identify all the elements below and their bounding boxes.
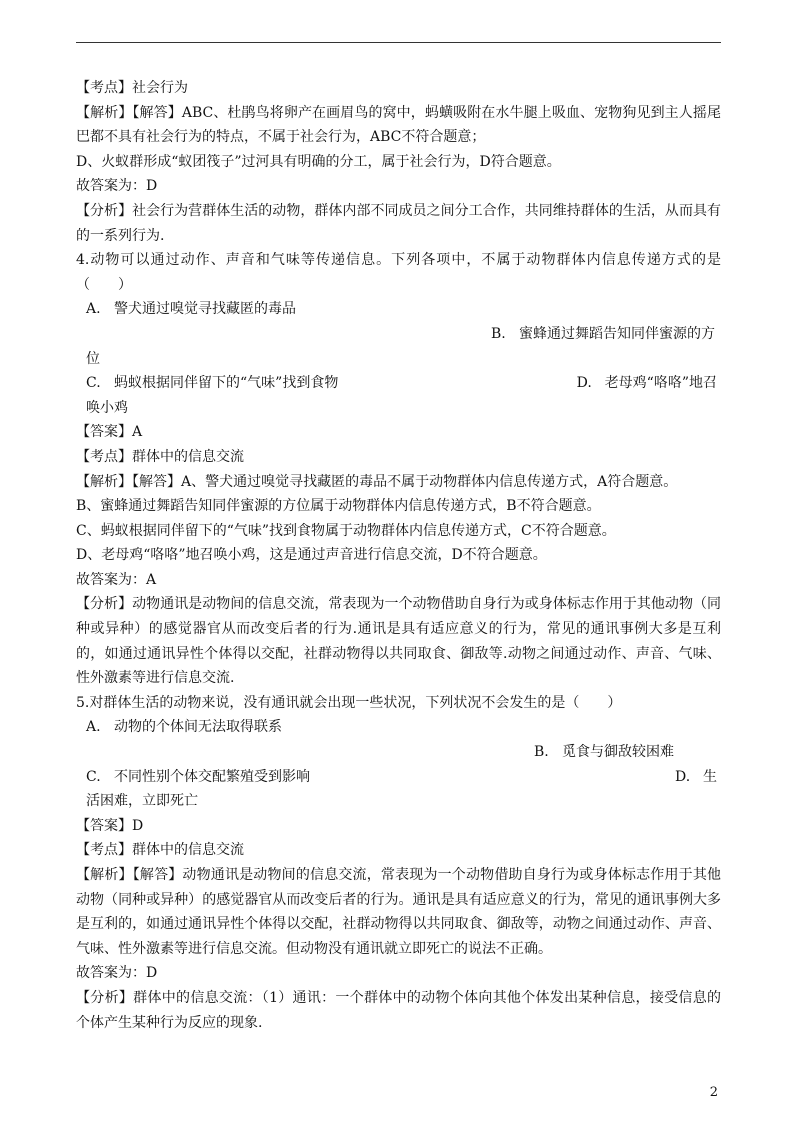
question-4-stem: 4.动物可以通过动作、声音和气味等传递信息。下列各项中，不属于动物群体内信息传递方式的是（ ） <box>76 252 721 293</box>
option-letter: D. <box>576 375 592 392</box>
analysis-paragraph: 【分析】动物通讯是动物间的信息交流，常表现为一个动物借助自身行为或身体标志作用于其他动物（同种或异种）的感觉器官从而改变后者的行为.通讯是具有适应意义的行为，常见的通讯事例大多是互利的，如通过通讯异性个体得以交配，社群动物得以共同取食、御敌等.动物之间通过动作、声音、气味、性外激素等进行信息交流. <box>76 596 721 687</box>
q4-option-b-continued: 位 <box>86 350 100 367</box>
analysis-paragraph: 【分析】社会行为营群体生活的动物，群体内部不同成员之间分工合作，共同维持群体的生活，从而具有的一系列行为. <box>76 202 721 244</box>
answer-line: 【答案】D <box>76 817 144 834</box>
analysis-paragraph: 【解析】【解答】动物通讯是动物间的信息交流，常表现为一个动物借助自身行为或身体标志作用于其他动物（同种或异种）的感觉器官从而改变后者的行为。通讯是具有适应意义的行为，常见的通讯事例大多是互利的，如通过通讯异性个体得以交配，社群动物得以共同取食、御敌等，动物之间通过动作、声音、气味、性外激素等进行信息交流。但动物没有通讯就立即死亡的说法不正确。 <box>76 867 721 957</box>
answer-line: 故答案为：D <box>76 178 158 195</box>
option-text: 警犬通过嗅觉寻找藏匿的毒品 <box>114 301 296 318</box>
page-number: 2 <box>709 1085 718 1100</box>
analysis-paragraph: 【解析】【解答】A、警犬通过嗅觉寻找藏匿的毒品不属于动物群体内信息传递方式，A符合题意。 <box>76 473 678 490</box>
analysis-paragraph: 【解析】【解答】ABC、杜鹃鸟将卵产在画眉鸟的窝中，蚂蟥吸附在水牛腿上吸血、宠物狗见到主人摇尾巴都不具有社会行为的特点，不属于社会行为，ABC不符合题意； <box>76 104 721 146</box>
analysis-paragraph: 【分析】群体中的信息交流：（1）通讯：一个群体中的动物个体向其他个体发出某种信息，接受信息的个体产生某种行为反应的现象. <box>76 989 721 1031</box>
option-text: 觅食与御敌较困难 <box>562 744 674 761</box>
page-content <box>76 76 721 1035</box>
q4-option-d-continued: 唤小鸡 <box>86 399 128 416</box>
option-letter: B. <box>534 744 549 761</box>
option-text: 蚂蚁根据同伴留下的“气味”找到食物 <box>114 375 339 392</box>
option-text: 老母鸡“咯咯”地召 <box>604 375 717 392</box>
option-letter: C. <box>86 375 101 392</box>
answer-line: 故答案为：A <box>76 571 157 588</box>
answer-line: 【答案】A <box>76 424 143 441</box>
option-text: 动物的个体间无法取得联系 <box>114 719 282 736</box>
q4-option-a <box>76 297 721 322</box>
q4-option-d <box>577 371 721 396</box>
q5-option-d-continued: 活困难，立即死亡 <box>86 793 198 810</box>
q5-options-cd <box>76 765 721 790</box>
q4-option-b <box>76 322 721 347</box>
q5-option-b <box>76 740 721 765</box>
q5-option-c <box>86 765 310 790</box>
analysis-paragraph: D、火蚁群形成“蚁团筏子”过河具有明确的分工，属于社会行为，D符合题意。 <box>76 153 561 170</box>
point-label: 【考点】群体中的信息交流 <box>76 448 244 465</box>
option-letter: A. <box>86 301 101 318</box>
option-text: 不同性别个体交配繁殖受到影响 <box>114 768 310 785</box>
question-5-stem: 5.对群体生活的动物来说，没有通讯就会出现一些状况，下列状况不会发生的是（ ） <box>76 694 622 711</box>
q5-option-d <box>675 765 721 790</box>
option-letter: A. <box>86 719 101 736</box>
point-label: 【考点】群体中的信息交流 <box>76 842 244 859</box>
option-letter: C. <box>86 768 101 785</box>
point-label: 【考点】社会行为 <box>76 80 188 96</box>
answer-line: 故答案为：D <box>76 965 158 982</box>
q4-option-c <box>86 371 338 396</box>
q5-option-a <box>76 715 721 740</box>
option-text: 蜜蜂通过舞蹈告知同伴蜜源的方 <box>519 325 715 342</box>
option-letter: D. <box>675 768 691 785</box>
option-letter: B. <box>491 325 506 342</box>
analysis-paragraph: C、蚂蚁根据同伴留下的“气味”找到食物属于动物群体内信息传递方式，C不符合题意。 <box>76 522 616 539</box>
option-text: 生 <box>703 768 717 785</box>
q4-options-cd <box>76 371 721 396</box>
analysis-paragraph: D、老母鸡“咯咯”地召唤小鸡，这是通过声音进行信息交流，D不符合题意。 <box>76 547 547 564</box>
header-rule <box>76 42 721 43</box>
analysis-paragraph: B、蜜蜂通过舞蹈告知同伴蜜源的方位属于动物群体内信息传递方式，B不符合题意。 <box>76 498 601 515</box>
